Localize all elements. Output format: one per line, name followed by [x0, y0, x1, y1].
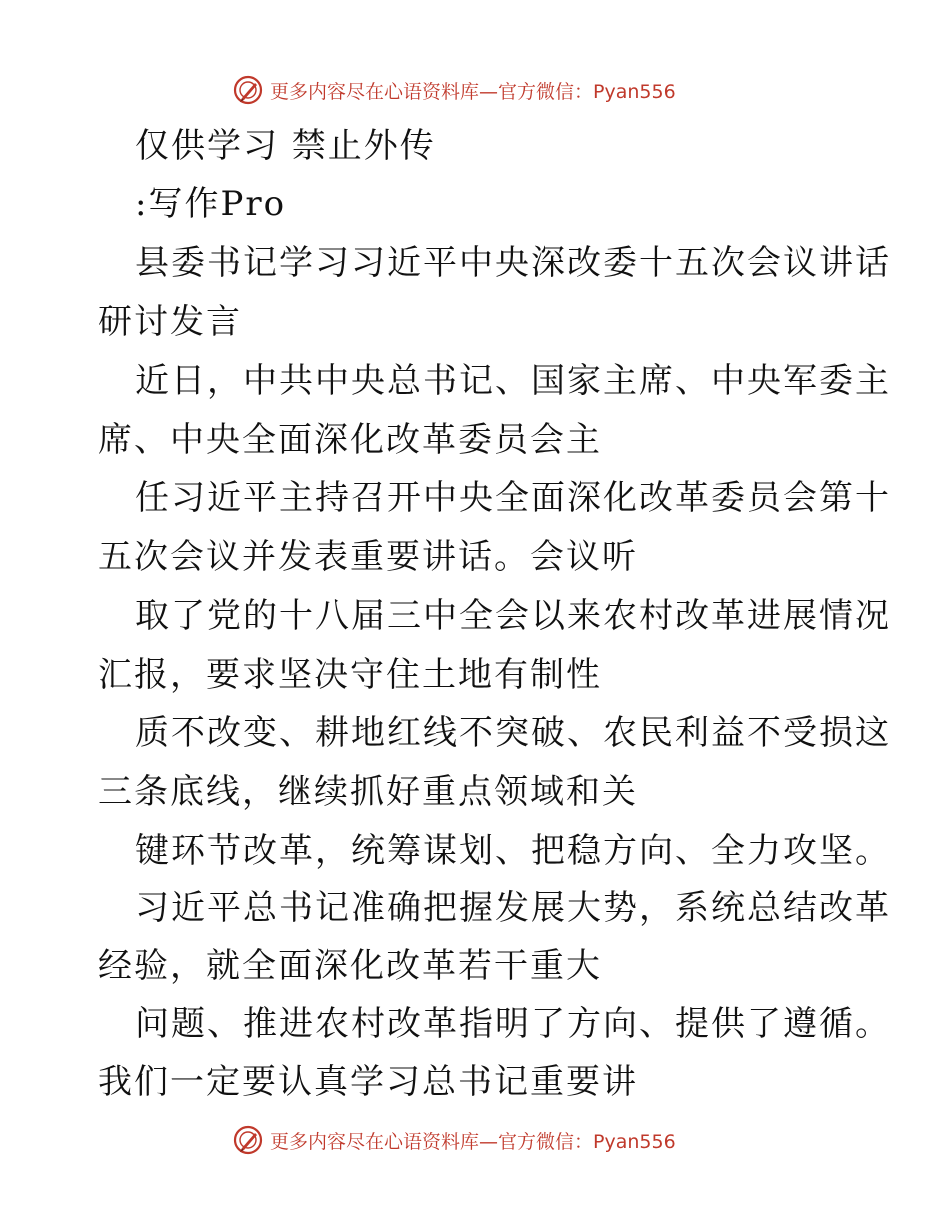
body-line: 席、中央全面深化改革委员会主: [98, 420, 602, 460]
title-line-1: 县委书记学习习近平中央深改委十五次会议讲话: [135, 243, 891, 283]
body-line: 质不改变、耕地红线不突破、农民利益不受损这: [135, 713, 891, 753]
body-line: 习近平总书记准确把握发展大势，系统总结改革: [135, 888, 891, 928]
pen-logo-icon: [232, 1124, 264, 1156]
body-line: 取了党的十八届三中全会以来农村改革进展情况: [135, 596, 891, 636]
header-watermark-text: 更多内容尽在心语资料库—官方微信：Pyan556: [270, 80, 676, 103]
title-line-2: 研讨发言: [98, 302, 242, 342]
notice-line: 仅供学习 禁止外传: [135, 126, 436, 166]
body-line: 任习近平主持召开中央全面深化改革委员会第十: [135, 478, 891, 518]
body-line: 经验，就全面深化改革若干重大: [98, 946, 602, 986]
source-line: :写作Pro: [135, 184, 287, 224]
header-watermark-banner: [232, 72, 676, 108]
footer-watermark-text: 更多内容尽在心语资料库—官方微信：Pyan556: [270, 1130, 676, 1153]
body-line: 我们一定要认真学习总书记重要讲: [98, 1062, 638, 1102]
body-line: 汇报，要求坚决守住土地有制性: [98, 655, 602, 695]
body-line: 三条底线，继续抓好重点领域和关: [98, 772, 638, 812]
footer-watermark-banner: [232, 1122, 676, 1158]
body-line: 问题、推进农村改革指明了方向、提供了遵循。: [135, 1004, 891, 1044]
body-line: 近日，中共中央总书记、国家主席、中央军委主: [135, 361, 891, 401]
body-line: 键环节改革，统筹谋划、把稳方向、全力攻坚。: [135, 831, 891, 871]
pen-logo-icon: [232, 74, 264, 106]
body-line: 五次会议并发表重要讲话。会议听: [98, 537, 638, 577]
